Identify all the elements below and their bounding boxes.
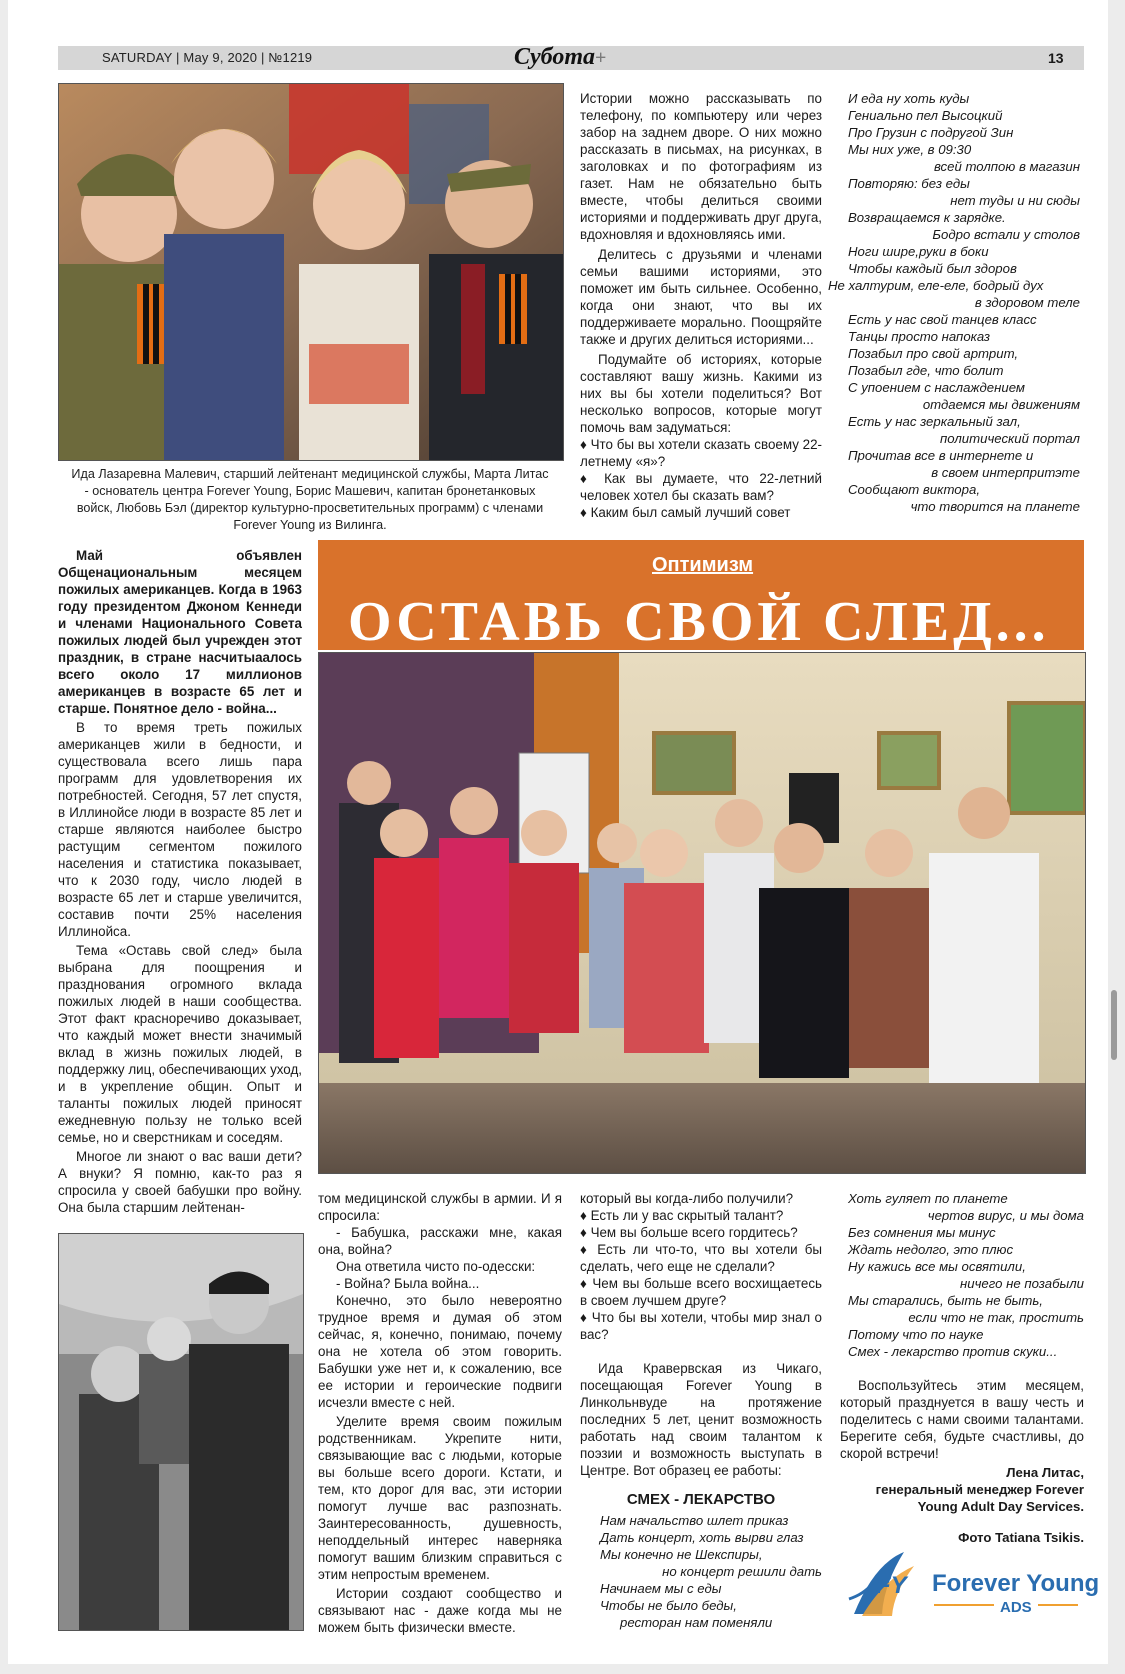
archive-photo-illustration [59, 1234, 303, 1630]
bottom-column-4 [840, 1190, 1084, 1546]
photo-credit: Фото Tatiana Tsikis. [958, 1530, 1084, 1545]
poem-line: Есть у нас свой танцев класс [848, 312, 1037, 327]
poem-line: Хоть гуляет по планете [848, 1191, 1008, 1206]
poem-line: ничего не позабыли [959, 1276, 1084, 1291]
archive-family-photo [58, 1233, 304, 1631]
paragraph: Уделите время своим пожилым родственникам. Укрепите нити, связывающие вас с людьми, которые вы больше всего дороги. Кстати, и тем, кто дорог для вас, эти истории помогут лучше вас разпознать. Заинтересованность, душевность, неподдельный интерес наверняка помогут вашим близким справиться с этим непростым временем. [318, 1414, 562, 1582]
paragraph: Ида Кравервская из Чикаго, посещающая Forever Young в Линкольнвуде на протяжение последних 5 лет, ценит возможность работать над своим талантом к поэзии и возможность выступать в Центре. Вот образец ее работы: [580, 1361, 822, 1478]
bottom-column-2 [318, 1190, 562, 1636]
poem-line: Мы старались, быть не быть, [848, 1293, 1043, 1308]
scrollbar[interactable] [1111, 990, 1117, 1060]
poem-line: Ждать недолго, это плюс [848, 1242, 1014, 1257]
poem-line: что творится на планете [910, 499, 1080, 514]
top-middle-column [580, 90, 822, 521]
bottom-column-3 [580, 1190, 822, 1631]
poem-line: чертов вирус, и мы дома [927, 1208, 1084, 1223]
rubric-kicker: Оптимизм [652, 554, 754, 576]
paragraph: Тема «Оставь свой след» была выбрана для поощрения и празднования огромного вклада пожилых людей в наши сообщества. Этот факт красноречиво доказывает, что каждый может внести значимый вклад в жизнь пожилых людей, в поддержку лиц, обеспечивающих уход, и в укрепление общин. Опыт и таланты пожилых людей приносят ежедневную пользу не только всей семье, но и сверстникам и соседям. [58, 943, 302, 1145]
poem-line: в здоровом теле [974, 295, 1080, 310]
paragraph: который вы когда-либо получили? [580, 1191, 794, 1206]
poem-line: Мы них уже, в 09:30 [848, 142, 972, 157]
poem-line: отдаемся мы движениям [922, 397, 1080, 412]
poem-line: Про Грузин с подругой Зин [848, 125, 1014, 140]
poem-line: Чтобы не было беды, [600, 1598, 737, 1613]
poem-line: если что не так, простить [908, 1310, 1084, 1325]
top-photo-caption: Ида Лазаревна Малевич, старший лейтенант медицинской службы, Марта Литас - основатель центра Forever Young, Борис Машевич, капитан бронетанковых войск, Любовь Бэл (директор культурно-просветительных программ) с членами Forever Young из Вилинга. [71, 467, 549, 532]
poem-line: Смех - лекарство против скуки... [848, 1344, 1058, 1359]
poem-block [580, 1512, 822, 1631]
poem-line: Сообщают виктора, [848, 482, 980, 497]
list-item: ♦ Что бы вы хотели сказать своему 22-летнему «я»? [580, 436, 822, 470]
poem-line: Нам начальство шлет приказ [600, 1513, 789, 1528]
poem-line: ресторан нам поменяли [620, 1615, 773, 1630]
poem-line: политический портал [940, 431, 1080, 446]
paragraph: Истории создают сообщество и связывают нас - даже когда мы не можем быть физически вместе. [318, 1586, 562, 1635]
paragraph: Подумайте об историях, которые составляют вашу жизнь. Какими из них вы бы хотели поделиться? Вот несколько вопросов, которые могут помочь вам задуматься: [580, 352, 822, 435]
poem-line: Прочитав все в интернете и [848, 448, 1034, 463]
forever-young-logo [844, 1544, 1100, 1624]
signature-title: генеральный менеджер Forever Young Adult Day Services. [875, 1482, 1084, 1514]
paragraph: В то время треть пожилых американцев жили в бедности, и существовала всего лишь пара программ для удовлетворения их потребностей. Сегодня, 57 лет спустя, в Иллинойсе люди в возрасте 85 лет и старше являются наиболее быстро растущим сегментом пожилого населения и статистика показывает, что к 2030 году, число людей в возрасте 65 лет и старше увеличится, составив почти 25% населения Иллинойса. [58, 720, 302, 939]
top-photo-illustration [59, 84, 563, 460]
logo-name: Forever Young [932, 1570, 1100, 1597]
closing-paragraph: Воспользуйтесь этим месяцем, который празднуется в вашу честь и поделитесь с нами своими талантами. Берегите себя, будьте счастливы, до скорой встречи! [840, 1378, 1084, 1461]
poem-line: Танцы просто напоказ [848, 329, 991, 344]
top-right-poem [828, 90, 1080, 515]
poem-line: всей толпою в магазин [933, 159, 1080, 174]
paragraph: - Война? Была война... [336, 1276, 480, 1291]
poem-line: Бодро встали у столов [932, 227, 1080, 242]
poem-line: И еда ну хоть куды [848, 91, 970, 106]
issue-info: SATURDAY | May 9, 2020 | №1219 [102, 50, 313, 65]
paragraph: Делитесь с друзьями и членами семьи вашими историями, это поможет им быть сильнее. Особенно, когда они знают, что вы их поддерживаете морально. Поощряйте также и других делиться историями... [580, 247, 822, 347]
poem-line: Гениально пел Высоцкий [848, 108, 1003, 123]
poem-line: но концерт решили дать [662, 1564, 822, 1579]
poem-line: Чтобы каждый был здоров [848, 261, 1017, 276]
question-list [580, 1207, 822, 1343]
paragraph: Она ответила чисто по-одесски: [336, 1259, 536, 1274]
question-list [580, 436, 822, 521]
poem-line: Без сомнения мы минус [848, 1225, 996, 1240]
list-item: ♦ Что бы вы хотели, чтобы мир знал о вас? [580, 1309, 822, 1343]
poem-line: нет туды и ни сюды [950, 193, 1080, 208]
poem-line: Есть у нас зеркальный зал, [848, 414, 1021, 429]
list-item: ♦ Есть ли у вас скрытый талант? [580, 1207, 822, 1224]
page-number: 13 [1048, 50, 1064, 66]
article-headline: ОСТАВЬ СВОЙ СЛЕД... [348, 591, 1050, 653]
poem-block [840, 1190, 1084, 1360]
list-item: ♦ Чем вы больше всего восхищаетесь в своем лучшем друге? [580, 1275, 822, 1309]
headline-banner [318, 540, 1084, 653]
poem-line: Ну кажись все мы освятили, [848, 1259, 1026, 1274]
newspaper-page [8, 0, 1108, 1664]
top-group-photo [58, 83, 564, 461]
poem-line: Позабыл про свой артрит, [848, 346, 1019, 361]
paragraph: - Бабушка, расскажи мне, какая она, война? [318, 1225, 562, 1257]
paragraph: Истории можно рассказывать по телефону, по компьютеру или через забор на заднем дворе. О них можно рассказать в письмах, на рисунках, в заголовках и по фотографиям из газет. Нам не обязательно быть вместе, чтобы делиться своими историями и поддерживать друг друга, вдохновляя и вдохновляясь ими. [580, 91, 822, 242]
poem-line: Начинаем мы с еды [600, 1581, 722, 1596]
paragraph: Конечно, это было невероятно трудное время и думая об этом сейчас, я, конечно, понимаю, почему она не хотела об этом говорить. Бабушки уже нет и, к сожалению, все ее истории и героические подвиги исчезли вместе с ней. [318, 1293, 562, 1410]
signature-name: Лена Литас, [1006, 1465, 1084, 1480]
poem-line: Не халтурим, еле-еле, бодрый дух [828, 278, 1044, 293]
poem-line: в своем интерпритэте [931, 465, 1080, 480]
poem-line: Мы конечно не Шекспиры, [600, 1547, 763, 1562]
left-column [58, 547, 302, 1216]
poem-title: СМЕХ - ЛЕКАРСТВО [626, 1491, 776, 1508]
main-photo-illustration [319, 653, 1085, 1173]
poem-line: Повторяю: без еды [848, 176, 970, 191]
masthead-logo [514, 44, 606, 71]
list-item: ♦ Чем вы больше всего гордитесь? [580, 1224, 822, 1241]
masthead-plus: + [595, 47, 607, 69]
paragraph: том медицинской службы в армии. И я спросила: [318, 1191, 562, 1223]
paragraph: Многое ли знают о вас ваши дети? А внуки? Я помню, как-то раз я спросила у своей бабушки про войну. Она была старшим лейтенан- [58, 1149, 302, 1215]
list-item: ♦ Есть ли что-то, что вы хотели бы сделать, чего еще не сделали? [580, 1241, 822, 1275]
poem-line: Ноги шире,руки в боки [848, 244, 989, 259]
poem-line: Позабыл где, что болит [848, 363, 1004, 378]
poem-line: Потому что по науке [848, 1327, 984, 1342]
poem-line: Возвращаемся к зарядке. [848, 210, 1006, 225]
poem-line: Дать концерт, хоть вырви глаз [600, 1530, 804, 1545]
list-item: ♦ Каким был самый лучший совет [580, 504, 822, 521]
masthead-text: Субота [514, 44, 595, 70]
list-item: ♦ Как вы думаете, что 22-летний человек хотел бы сказать вам? [580, 470, 822, 504]
main-group-photo [318, 652, 1086, 1174]
lead-paragraph: Май объявлен Общенациональным месяцем пожилых американцев. Когда в 1963 году президентом Джоном Кеннеди и членами Национального Совета пожилых людей был учрежден этот праздник, в стране насчитыаалось всего около 17 миллионов американцев в возрасте 65 лет и старше. Понятное дело - война... [58, 548, 302, 716]
logo-mark: FY [876, 1572, 907, 1599]
poem-line: С упоением с наслаждением [848, 380, 1025, 395]
logo-sub: ADS [994, 1599, 1038, 1616]
